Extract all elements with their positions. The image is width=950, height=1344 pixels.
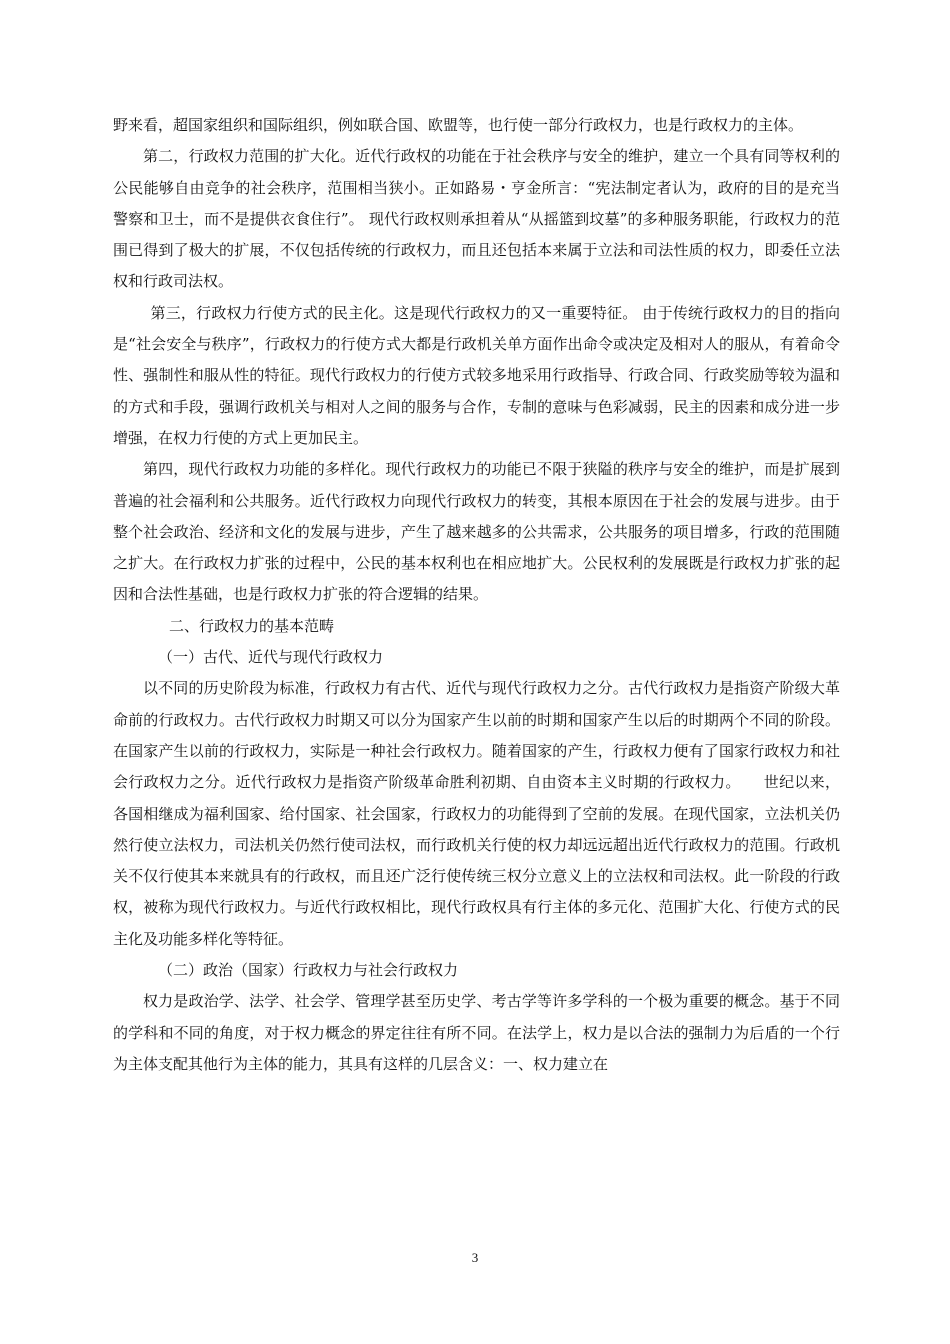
paragraph-power-definition: 权力是政治学、法学、社会学、管理学甚至历史学、考古学等许多学科的一个极为重要的概念。基于不同的学科和不同的角度，对于权力概念的界定往往有所不同。在法学上，权力是以合法的强制力为后盾的一个行为主体支配其他行为主体的能力，其具有这样的几层含义：一、权力建立在 — [113, 992, 840, 1073]
section-heading: 二、行政权力的基本范畴 — [169, 616, 335, 635]
paragraph-continuation: 野来看，超国家组织和国际组织，例如联合国、欧盟等，也行使一部分行政权力，也是行政权力的主体。 — [113, 116, 804, 134]
paragraph-second-feature: 第二，行政权力范围的扩大化。近代行政权的功能在于社会秩序与安全的维护，建立一个具有同等权利的公民能够自由竞争的社会秩序，范围相当狭小。正如路易・亨金所言：“宪法制定者认为，政府的目的是充当警察和卫士，而不是提供衣食住行”。 现代行政权则承担着从“从摇篮到坟墓”的多种服务职能，行政权力的范围已得到了极大的扩展，不仅包括传统的行政权力，而且还包括本来属于立法和司法性质的权力，即委任立法权和行政司法权。 — [113, 147, 840, 291]
paragraph-fourth-feature: 第四，现代行政权力功能的多样化。现代行政权力的功能已不限于狭隘的秩序与安全的维护，而是扩展到普遍的社会福利和公共服务。近代行政权力向现代行政权力的转变，其根本原因在于社会的发展与进步。由于整个社会政治、经济和文化的发展与进步，产生了越来越多的公共需求，公共服务的项目增多，行政的范围随之扩大。在行政权力扩张的过程中，公民的基本权利也在相应地扩大。公民权利的发展既是行政权力扩张的起因和合法性基础，也是行政权力扩张的符合逻辑的结果。 — [113, 460, 840, 604]
subsection-heading-2: （二）政治（国家）行政权力与社会行政权力 — [158, 961, 459, 980]
page-number: 3 — [471, 1250, 479, 1265]
subsection-heading-1: （一）古代、近代与现代行政权力 — [158, 648, 384, 667]
document-page — [113, 110, 840, 1080]
paragraph-historical-stages: 以不同的历史阶段为标准，行政权力有古代、近代与现代行政权力之分。古代行政权力是指资产阶级大革命前的行政权力。古代行政权力时期又可以分为国家产生以前的时期和国家产生以后的时期两个不同的阶段。在国家产生以前的行政权力，实际是一种社会行政权力。随着国家的产生，行政权力便有了国家行政权力和社会行政权力之分。近代行政权力是指资产阶级革命胜利初期、自由资本主义时期的行政权力。 世纪以来，各国相继成为福利国家、给付国家、社会国家，行政权力的功能得到了空前的发展。在现代国家，立法机关仍然行使立法权力，司法机关仍然行使司法权，而行政机关行使的权力却远远超出近代行政权力的范围。行政机关不仅行使其本来就具有的行政权，而且还广泛行使传统三权分立意义上的立法权和司法权。此一阶段的行政权，被称为现代行政权力。与近代行政权相比，现代行政权具有行主体的多元化、范围扩大化、行使方式的民主化及功能多样化等特征。 — [113, 679, 840, 948]
paragraph-third-feature: 第三，行政权力行使方式的民主化。这是现代行政权力的又一重要特征。 由于传统行政权力的目的指向是“社会安全与秩序”，行政权力的行使方式大都是行政机关单方面作出命令或决定及相对人的服从，有着命令性、强制性和服从性的特征。现代行政权力的行使方式较多地采用行政指导、行政合同、行政奖励等较为温和的方式和手段，强调行政机关与相对人之间的服务与合作，专制的意味与色彩减弱，民主的因素和成分进一步增强，在权力行使的方式上更加民主。 — [113, 303, 840, 447]
